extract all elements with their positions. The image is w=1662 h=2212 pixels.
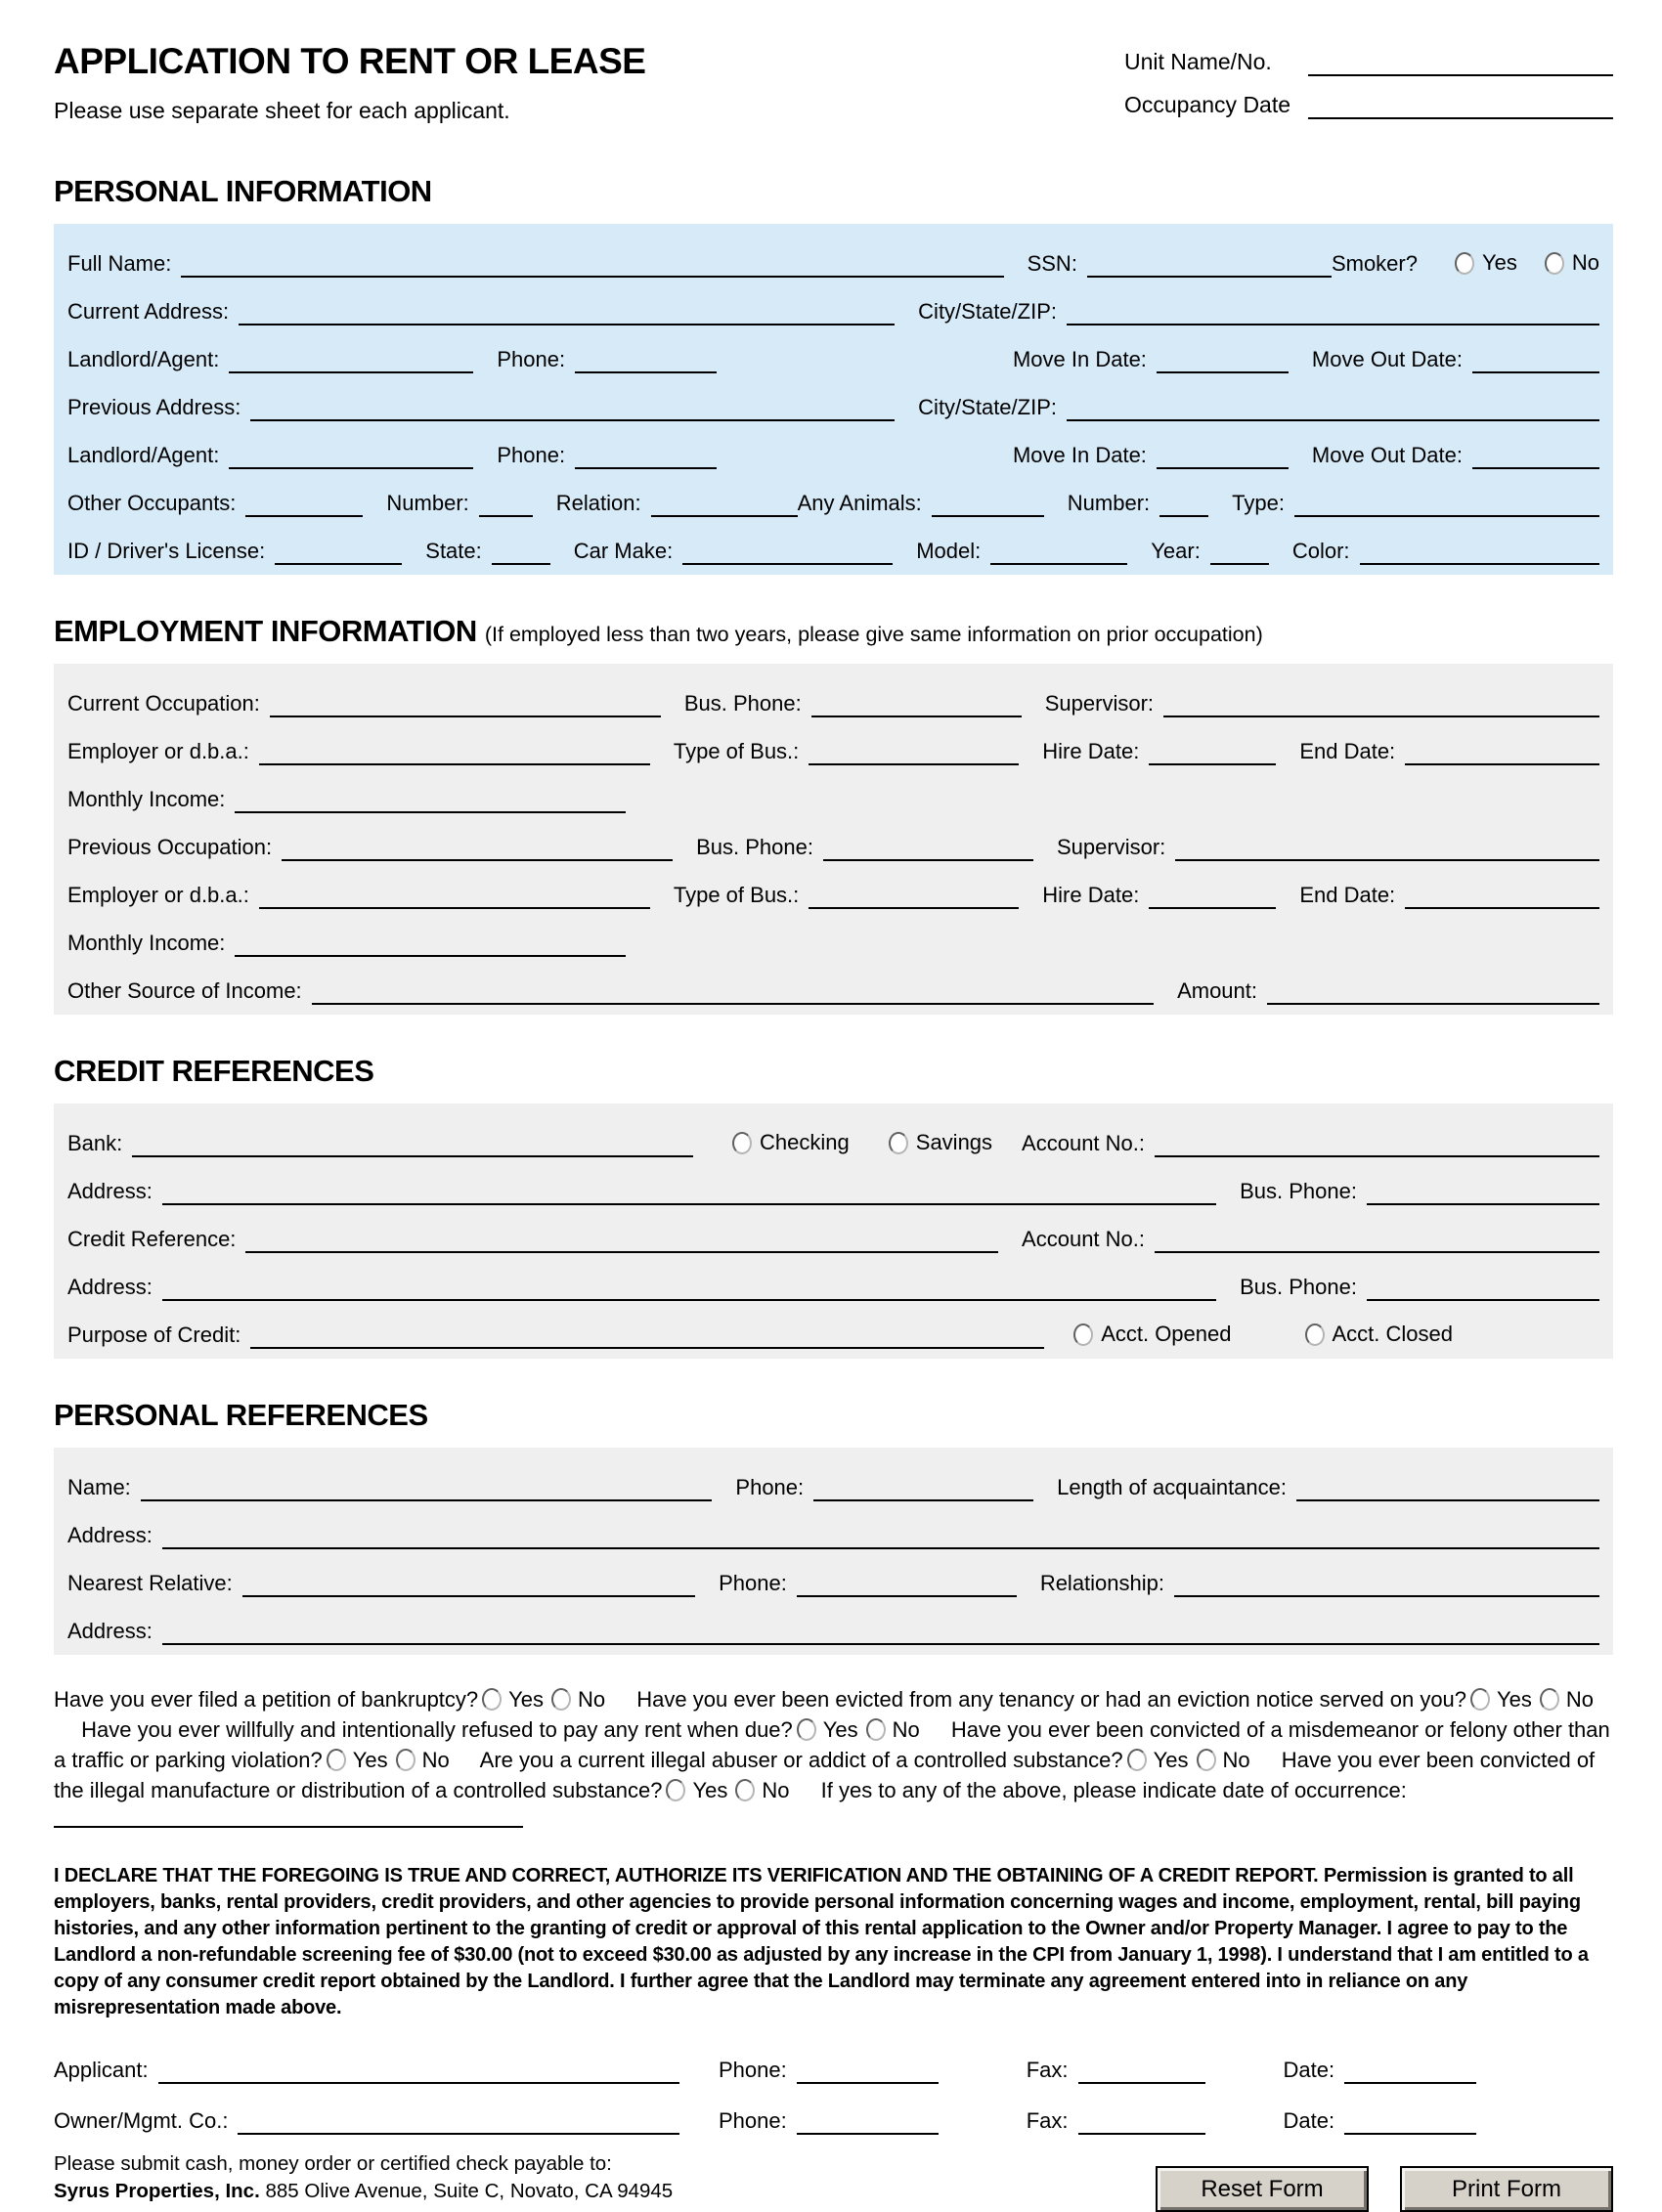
previous-hire-date-label: Hire Date: [1042,883,1140,907]
previous-occupation-field[interactable] [282,834,673,861]
bankruptcy-no-radio[interactable] [551,1688,571,1711]
savings-option [889,1130,992,1157]
payee-line [54,2178,673,2205]
reset-form-button[interactable]: Reset Form [1156,2166,1369,2212]
owner-phone-field[interactable] [797,2107,939,2135]
bankruptcy-no-option [551,1684,605,1714]
applicant-field[interactable] [158,2057,679,2084]
other-occupants-field[interactable] [245,490,363,517]
occupancy-date-field[interactable] [1308,92,1613,119]
previous-landlord-field[interactable] [229,442,473,469]
references-row-2 [67,1501,1599,1549]
abuser-yes-label: Yes [1153,1748,1189,1772]
animals-type-label: Type: [1232,491,1285,515]
bankruptcy-yes-label: Yes [508,1687,545,1712]
refused-rent-yes-option [797,1714,858,1745]
car-year-field[interactable] [1210,538,1269,565]
owner-date-label: Date: [1283,2108,1335,2133]
previous-bus-phone-field[interactable] [823,834,1033,861]
footer [54,2150,1613,2212]
personal-row-2 [67,278,1599,325]
owner-fax-label: Fax: [1026,2108,1069,2133]
current-landlord-label: Landlord/Agent: [67,347,220,371]
evicted-no-label: No [1565,1687,1595,1712]
acquaintance-length-field[interactable] [1296,1474,1599,1501]
references-row-4 [67,1597,1599,1645]
acct-opened-label: Acct. Opened [1101,1322,1232,1346]
employment-row-6 [67,909,1599,957]
occupancy-date-row [1124,92,1613,119]
occurrence-date-field[interactable] [54,1806,523,1828]
convicted-yes-option [327,1745,388,1775]
car-make-label: Car Make: [573,539,674,563]
previous-supervisor-label: Supervisor: [1056,835,1166,859]
form-subtitle: Please use separate sheet for each applicant. [54,98,510,123]
manufacture-yes-label: Yes [692,1778,728,1802]
applicant-fax-field[interactable] [1078,2057,1205,2084]
previous-move-out-label: Move Out Date: [1311,443,1463,467]
question-convicted: Have you ever been convicted of a misdemeanor or felony other than a traffic or parking violation? [54,1717,1610,1772]
bank-address-label: Address: [67,1179,153,1203]
convicted-yes-radio[interactable] [327,1749,346,1771]
previous-city-label: City/State/ZIP: [918,395,1057,419]
current-end-date-field[interactable] [1405,738,1599,765]
current-bus-phone-label: Bus. Phone: [683,691,802,716]
evicted-yes-radio[interactable] [1470,1688,1490,1711]
unit-name-row [1124,49,1613,76]
previous-landlord-phone-label: Phone: [497,443,566,467]
credit-account-no-label: Account No.: [1022,1227,1145,1251]
declaration-paragraph: I DECLARE THAT THE FOREGOING IS TRUE AND CORRECT, AUTHORIZE ITS VERIFICATION AND THE OBTAINING OF A CREDIT REPORT. Permission is granted to all employers, banks, rental providers, credit providers, and other agencies to provide personal information concerning wages and income, employment, rental, bill paying histories, and any other information pertinent to the granting of credit or approval of this rental application to the Owner and/or Property Manager. I agree to pay to the Landlord a non-refundable screening fee of $30.00 (not to exceed $30.00 as adjusted by any increase in the CPI from January 1, 1998). I understand that I am entitled to a copy of any consumer credit report obtained by the Landlord. I further agree that the Landlord may terminate any agreement entered into in reliance on any misrepresentation made above. [54,1865,1589,2018]
credit-address-field[interactable] [162,1274,1216,1301]
references-row-3 [67,1549,1599,1597]
employment-note: (If employed less than two years, please give same information on prior occupation) [484,623,1263,646]
reference-phone-label: Phone: [735,1475,805,1499]
abuser-no-option [1197,1745,1250,1775]
employment-row-1 [67,670,1599,717]
reference-name-label: Name: [67,1475,131,1499]
convicted-no-option [396,1745,450,1775]
purpose-of-credit-field[interactable] [250,1322,1044,1349]
checking-radio[interactable] [732,1132,752,1154]
credit-bus-phone-label: Bus. Phone: [1240,1275,1357,1299]
smoker-yes-label: Yes [1481,250,1517,275]
manufacture-yes-option [666,1775,727,1805]
applicant-row [54,2033,1530,2084]
owner-row [54,2084,1530,2135]
smoker-no-option [1545,250,1599,278]
bankruptcy-no-label: No [578,1687,606,1712]
form-title: APPLICATION TO RENT OR LEASE [54,41,646,81]
print-form-button[interactable]: Print Form [1400,2166,1613,2212]
question-manufacture: Have you ever been convicted of the illegal manufacture or distribution of a controlled substance? [54,1748,1596,1802]
references-heading: PERSONAL REFERENCES [54,1398,428,1432]
smoker-yes-option [1455,250,1517,278]
previous-end-date-field[interactable] [1405,882,1599,909]
acct-closed-radio[interactable] [1305,1323,1325,1346]
previous-type-of-bus-field[interactable] [809,882,1019,909]
nearest-relative-field[interactable] [242,1570,695,1597]
occurrence-followup-label: If yes to any of the above, please indicate date of occurrence: [820,1778,1407,1802]
credit-section [54,1104,1613,1359]
evicted-no-option [1540,1684,1594,1714]
full-name-label: Full Name: [67,251,172,276]
relative-phone-label: Phone: [719,1571,787,1595]
refused-rent-yes-label: Yes [822,1717,858,1742]
bank-account-no-field[interactable] [1155,1130,1599,1157]
current-move-in-field[interactable] [1157,346,1289,373]
credit-bus-phone-field[interactable] [1367,1274,1599,1301]
personal-info-section [54,224,1613,575]
current-occupation-field[interactable] [270,690,661,717]
convicted-yes-label: Yes [352,1748,388,1772]
owner-cell [54,2107,679,2135]
previous-occupation-label: Previous Occupation: [67,835,273,859]
credit-reference-field[interactable] [245,1226,998,1253]
smoker-yes-radio[interactable] [1455,252,1474,275]
unit-name-label: Unit Name/No. [1124,49,1272,74]
reference-address-label: Address: [67,1523,153,1547]
credit-row-5 [67,1301,1599,1349]
manufacture-no-label: No [762,1778,790,1802]
relative-phone-field[interactable] [797,1570,1017,1597]
personal-info-heading: PERSONAL INFORMATION [54,174,432,208]
current-supervisor-field[interactable] [1163,690,1599,717]
employment-heading-text: EMPLOYMENT INFORMATION [54,614,477,648]
owner-label: Owner/Mgmt. Co.: [54,2108,229,2133]
any-animals-label: Any Animals: [797,491,922,515]
reference-phone-field[interactable] [813,1474,1033,1501]
previous-landlord-label: Landlord/Agent: [67,443,220,467]
refused-rent-yes-radio[interactable] [797,1718,816,1741]
savings-radio[interactable] [889,1132,908,1154]
credit-heading: CREDIT REFERENCES [54,1054,374,1088]
license-state-label: State: [425,539,482,563]
occupants-number-field[interactable] [479,490,533,517]
refused-rent-no-radio[interactable] [866,1718,886,1741]
signature-block [54,2033,1613,2135]
question-bankruptcy: Have you ever filed a petition of bankruptcy? [54,1687,479,1712]
current-monthly-income-label: Monthly Income: [67,787,226,811]
personal-row-1 [67,230,1599,278]
previous-address-label: Previous Address: [67,395,241,419]
applicant-phone-field[interactable] [797,2057,939,2084]
personal-row-6 [67,469,1599,517]
current-supervisor-label: Supervisor: [1044,691,1155,716]
header-left [54,41,645,135]
evicted-yes-option [1470,1684,1532,1714]
credit-account-no-field[interactable] [1155,1226,1599,1253]
occupants-number-label: Number: [386,491,469,515]
previous-employer-field[interactable] [259,882,650,909]
animals-number-label: Number: [1067,491,1151,515]
previous-move-in-label: Move In Date: [1012,443,1147,467]
current-employer-label: Employer or d.b.a.: [67,739,249,763]
previous-supervisor-field[interactable] [1175,834,1599,861]
question-substance-abuser: Are you a current illegal abuser or addict of a controlled substance? [479,1748,1123,1772]
current-landlord-field[interactable] [229,346,473,373]
question-refused-rent: Have you ever willfully and intentionally refused to pay any rent when due? [81,1717,793,1742]
acct-closed-option [1305,1322,1454,1349]
car-model-field[interactable] [990,538,1127,565]
bank-address-field[interactable] [162,1178,1216,1205]
ssn-field[interactable] [1087,250,1332,278]
employment-row-3 [67,765,1599,813]
purpose-of-credit-label: Purpose of Credit: [67,1323,241,1347]
credit-reference-label: Credit Reference: [67,1227,237,1251]
other-occupants-label: Other Occupants: [67,491,237,515]
owner-field[interactable] [238,2107,679,2135]
bankruptcy-yes-radio[interactable] [482,1688,502,1711]
bank-bus-phone-field[interactable] [1367,1178,1599,1205]
reference-name-field[interactable] [141,1474,713,1501]
car-color-field[interactable] [1360,538,1599,565]
submit-note: Please submit cash, money order or certified check payable to: [54,2152,612,2175]
smoker-no-label: No [1571,250,1599,275]
relationship-field[interactable] [1174,1570,1599,1597]
applicant-date-label: Date: [1283,2058,1335,2082]
reference-address-field[interactable] [162,1522,1599,1549]
credit-row-1 [67,1109,1599,1157]
acquaintance-length-label: Length of acquaintance: [1057,1475,1287,1499]
owner-fax-field[interactable] [1078,2107,1205,2135]
previous-landlord-phone-field[interactable] [575,442,717,469]
applicant-fax-label: Fax: [1026,2058,1069,2082]
current-monthly-income-field[interactable] [235,786,626,813]
occupancy-date-label: Occupancy Date [1124,92,1291,117]
animals-type-field[interactable] [1294,490,1599,517]
manufacture-no-option [735,1775,789,1805]
current-landlord-phone-field[interactable] [575,346,717,373]
credit-address-label: Address: [67,1275,153,1299]
applicant-label: Applicant: [54,2058,149,2082]
current-city-field[interactable] [1067,298,1599,325]
acct-opened-option [1073,1322,1231,1349]
animals-number-field[interactable] [1159,490,1208,517]
employment-section [54,664,1613,1015]
current-move-out-label: Move Out Date: [1311,347,1463,371]
car-color-label: Color: [1291,539,1350,563]
history-questions [54,1684,1610,1836]
relationship-label: Relationship: [1039,1571,1164,1595]
unit-name-field[interactable] [1308,49,1613,76]
form-buttons [1156,2150,1613,2212]
current-address-field[interactable] [239,298,895,325]
applicant-phone-label: Phone: [719,2058,787,2082]
refused-rent-no-label: No [892,1717,920,1742]
relative-address-label: Address: [67,1619,153,1643]
any-animals-field[interactable] [932,490,1044,517]
abuser-no-label: No [1222,1748,1250,1772]
convicted-no-label: No [421,1748,450,1772]
relative-address-field[interactable] [162,1618,1599,1645]
convicted-no-radio[interactable] [396,1749,416,1771]
nearest-relative-label: Nearest Relative: [67,1571,233,1595]
credit-row-2 [67,1157,1599,1205]
company-address: 885 Olive Avenue, Suite C, Novato, CA 94945 [265,2180,674,2202]
current-end-date-label: End Date: [1299,739,1396,763]
other-income-field[interactable] [312,977,1154,1005]
credit-row-4 [67,1253,1599,1301]
refused-rent-no-option [866,1714,920,1745]
current-city-label: City/State/ZIP: [918,299,1057,324]
manufacture-no-radio[interactable] [735,1779,755,1801]
references-section [54,1448,1613,1655]
current-type-of-bus-field[interactable] [809,738,1019,765]
car-make-field[interactable] [682,538,893,565]
id-license-field[interactable] [275,538,402,565]
bank-field[interactable] [132,1130,693,1157]
employment-row-2 [67,717,1599,765]
employment-heading [54,614,1613,649]
question-evicted: Have you ever been evicted from any tenancy or had an eviction notice served on you? [636,1687,1467,1712]
bank-account-no-label: Account No.: [1022,1131,1145,1155]
current-landlord-phone-label: Phone: [497,347,566,371]
other-income-amount-field[interactable] [1267,977,1599,1005]
manufacture-yes-radio[interactable] [666,1779,685,1801]
employment-row-7 [67,957,1599,1005]
header-right [1124,41,1613,135]
employment-row-5 [67,861,1599,909]
current-hire-date-field[interactable] [1149,738,1276,765]
current-move-in-label: Move In Date: [1012,347,1147,371]
abuser-yes-radio[interactable] [1127,1749,1147,1771]
previous-move-in-field[interactable] [1157,442,1289,469]
bankruptcy-yes-option [482,1684,544,1714]
personal-row-3 [67,325,1599,373]
current-hire-date-label: Hire Date: [1042,739,1140,763]
other-income-label: Other Source of Income: [67,978,302,1003]
id-license-label: ID / Driver's License: [67,539,266,563]
acct-opened-radio[interactable] [1073,1323,1093,1346]
previous-monthly-income-label: Monthly Income: [67,931,226,955]
company-name: Syrus Properties, Inc. [54,2180,260,2202]
employment-row-4 [67,813,1599,861]
evicted-yes-label: Yes [1497,1687,1532,1712]
previous-city-field[interactable] [1067,394,1599,421]
checking-option [732,1130,850,1157]
owner-date-field[interactable] [1344,2107,1476,2135]
acct-closed-label: Acct. Closed [1332,1322,1453,1346]
current-employer-field[interactable] [259,738,650,765]
previous-monthly-income-field[interactable] [235,930,626,957]
checking-label: Checking [760,1130,850,1154]
personal-row-5 [67,421,1599,469]
occupants-relation-label: Relation: [555,491,641,515]
previous-employer-label: Employer or d.b.a.: [67,883,249,907]
other-income-amount-label: Amount: [1177,978,1257,1003]
bank-bus-phone-label: Bus. Phone: [1240,1179,1357,1203]
payment-note [54,2150,673,2212]
current-occupation-label: Current Occupation: [67,691,260,716]
applicant-cell [54,2057,679,2084]
current-bus-phone-field[interactable] [811,690,1022,717]
car-model-label: Model: [916,539,982,563]
previous-end-date-label: End Date: [1299,883,1396,907]
abuser-yes-option [1127,1745,1189,1775]
ssn-label: SSN: [1027,251,1077,276]
owner-phone-label: Phone: [719,2108,787,2133]
previous-hire-date-field[interactable] [1149,882,1276,909]
previous-bus-phone-label: Bus. Phone: [696,835,813,859]
car-year-label: Year: [1151,539,1201,563]
savings-label: Savings [915,1130,993,1154]
current-address-label: Current Address: [67,299,230,324]
previous-move-out-field[interactable] [1472,442,1599,469]
previous-address-field[interactable] [250,394,895,421]
references-row-1 [67,1453,1599,1501]
header [54,41,1613,135]
current-move-out-field[interactable] [1472,346,1599,373]
applicant-date-field[interactable] [1344,2057,1476,2084]
abuser-no-radio[interactable] [1197,1749,1216,1771]
bank-label: Bank: [67,1131,123,1155]
occupants-relation-field[interactable] [651,490,798,517]
license-state-field[interactable] [492,538,550,565]
full-name-field[interactable] [181,250,1003,278]
personal-row-7 [67,517,1599,565]
previous-type-of-bus-label: Type of Bus.: [673,883,800,907]
current-type-of-bus-label: Type of Bus.: [673,739,800,763]
personal-row-4 [67,373,1599,421]
smoker-no-radio[interactable] [1545,252,1564,275]
evicted-no-radio[interactable] [1540,1688,1559,1711]
smoker-label: Smoker? [1331,251,1418,276]
credit-row-3 [67,1205,1599,1253]
